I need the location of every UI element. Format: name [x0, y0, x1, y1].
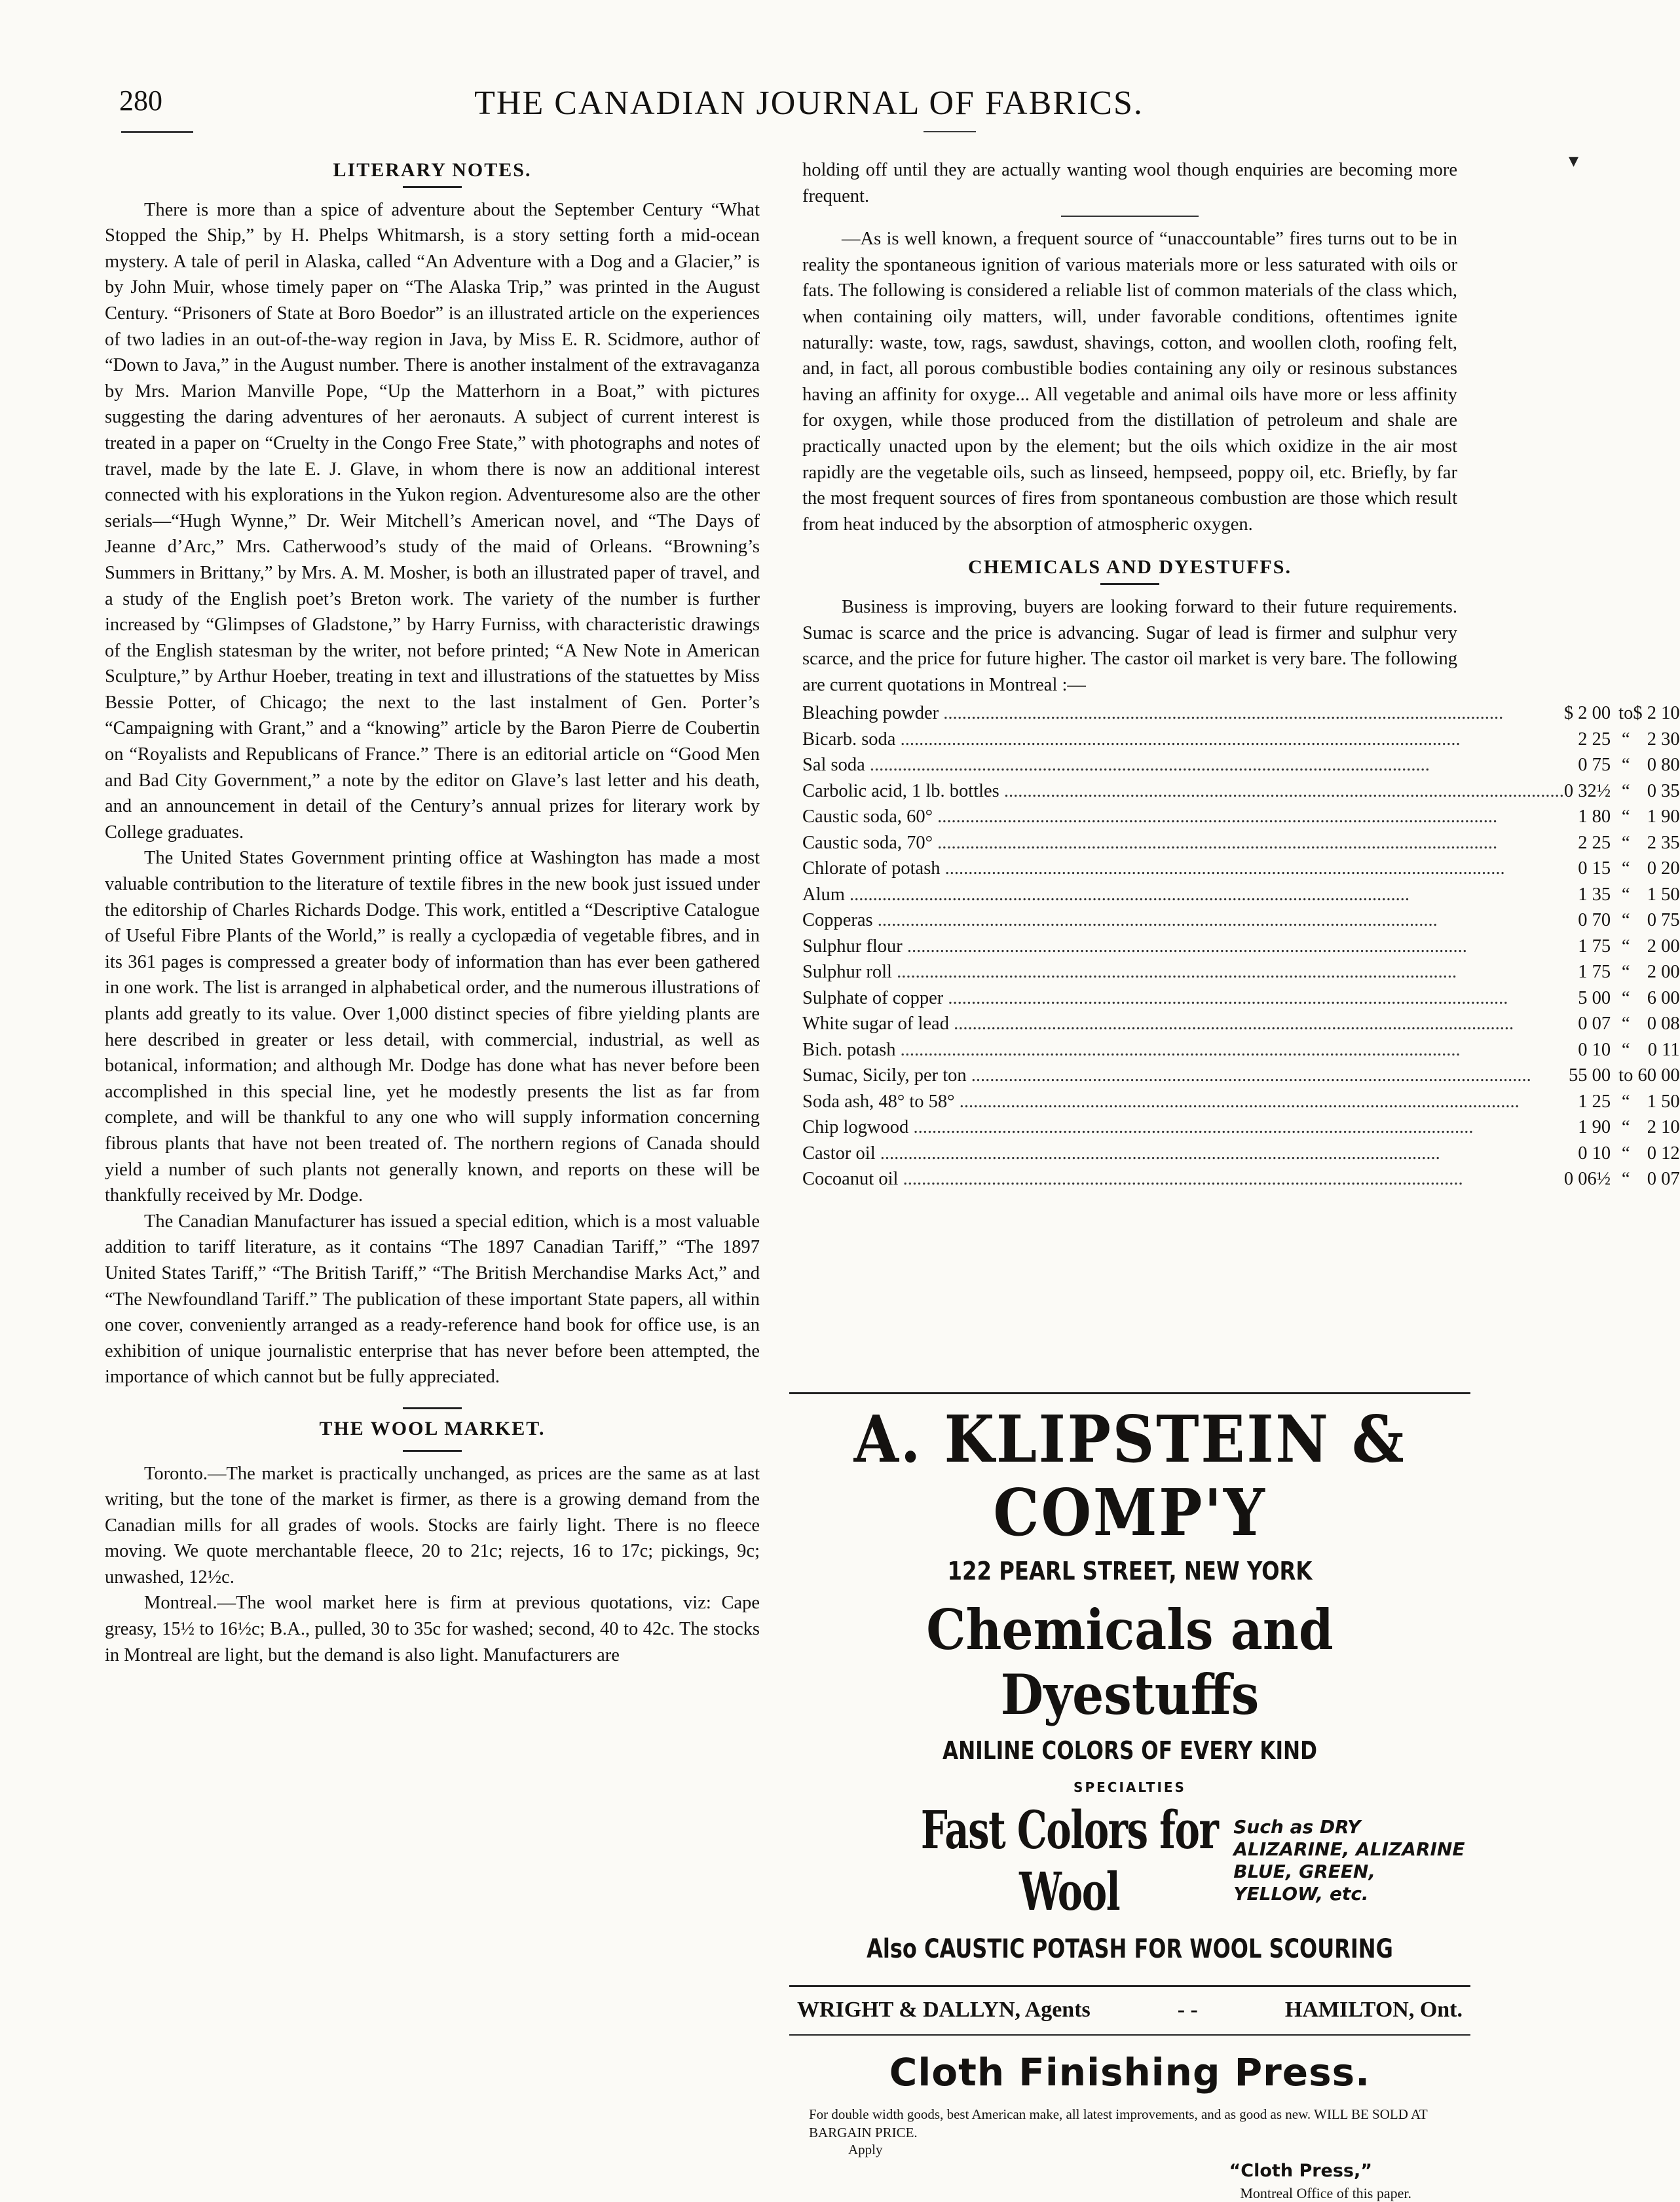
quote-high: [1633, 1166, 1679, 1192]
leader-dots: ........................................................................................................................: [954, 1091, 1520, 1112]
quote-row: [802, 1114, 1680, 1141]
quote-item-text: Chip logwood: [802, 1117, 909, 1138]
quote-item: [802, 1114, 1564, 1141]
literary-notes-title: LITERARY NOTES.: [333, 159, 532, 181]
quote-item-text: Alum: [802, 884, 845, 905]
quote-separator: [1618, 1063, 1633, 1089]
literary-paragraph: There is more than a spice of adventure about the September Century “What Stopped the Ship,” by H. Phelps Whitmarsh, is a story setting forth a mid-ocean mystery. A tale of peril in Alaska, called “An Adventure with a Dog and a Glacier,” is by John Muir, whose timely paper on “The Alaska Trip,” was printed in the August Century. “Prisoners of State at Boro Boedor” is an illustrated article on the experiences of two ladies in an out-of-the-way region in Java, by Miss E. R. Scidmore, author of “Down to Java,” in the August number. There is another instalment of the extravaganza by Mrs. Marion Manville Pope, “Up the Matterhorn in a Boat,” with pictures suggesting the daring adventures of her aeronauts. A subject of current interest is treated in a paper on “Cruelty in the Congo Free State,” with photographs and notes of travel, made by the late E. J. Glave, in whom there is now an additional interest connected with his explorations in the Yukon region. Adventuresome also are the other serials—“Hugh Wynne,” Dr. Weir Mitchell’s American novel, and “The Days of Jeanne d’Arc,” Mrs. Catherwood’s study of the maid of Orleans. “Browning’s Summers in Brittany,” by Mrs. A. M. Mosher, is both an illustrated paper of travel, and a study of the English poet’s Breton work. The variety of the number is further increased by “Glimpses of Gladstone,” by Harry Furniss, with characteristic drawings of the English statesman by the writer, not before printed; “A New Note in American Sculpture,” by Arthur Hoeber, treating in text and illustrations of the statuettes by Miss Bessie Potter, of Chicago; the next to the last instalment of Gen. Porter’s “Campaigning with Grant,” and a “knowing” article by the Baron Pierre de Coubertin on “Royalists and Republicans of France.” There is an editorial article on “Good Men and Bad City Government,” a note by the editor on Glave’s last letter and his death, and an announcement in detail of the Century’s annual prizes for literary work by College graduates.: [105, 199, 760, 843]
quote-low-text: 0 07: [1578, 1014, 1611, 1035]
quote-separator: [1618, 934, 1633, 960]
quote-row: [802, 985, 1680, 1012]
quote-low: [1564, 804, 1618, 830]
section-rule: [1061, 216, 1199, 217]
quote-row: [802, 856, 1680, 882]
quote-row: [802, 1011, 1680, 1037]
quote-low-text: 1 90: [1578, 1117, 1611, 1138]
quote-low: [1564, 1089, 1618, 1115]
quote-separator: [1618, 1141, 1633, 1167]
leader-dots: ........................................................................................................................: [933, 807, 1498, 827]
quote-low-text: 0 32½: [1563, 780, 1611, 801]
quote-row: [802, 1089, 1680, 1115]
right-column: [802, 157, 1680, 1192]
quote-item-text: Caustic soda, 60°: [802, 807, 933, 827]
quote-item: [802, 985, 1564, 1012]
leader-dots: ........................................................................................................................: [948, 1014, 1514, 1035]
ad-caustic-line: Also CAUSTIC POTASH FOR WOOL SCOURING: [867, 1934, 1393, 1964]
quote-low-text: 1 25: [1578, 1091, 1611, 1112]
quote-high-text: 0 08: [1647, 1014, 1680, 1035]
chemicals-heading: [802, 554, 1457, 585]
quote-low-text: 1 35: [1578, 884, 1611, 905]
quote-row: [802, 1141, 1680, 1167]
press-ad-signature: “Cloth Press,”: [1229, 2161, 1372, 2181]
quote-high-text: 2 35: [1647, 832, 1680, 853]
ad-rule: [789, 1392, 1470, 1394]
leader-dots: ........................................................................................................................: [895, 1039, 1461, 1060]
leader-dots: ........................................................................................................................: [908, 1117, 1474, 1138]
page-number: 280: [119, 85, 162, 117]
page-header: [105, 84, 1513, 123]
quote-high: [1633, 830, 1679, 856]
quote-separator: [1618, 1114, 1633, 1141]
press-ad-title: Cloth Finishing Press.: [889, 2050, 1371, 2095]
quote-row: [802, 882, 1680, 908]
quote-low-text: 2 25: [1578, 729, 1611, 750]
quote-separator-text: “: [1621, 858, 1630, 879]
quote-item: [802, 959, 1564, 985]
klipstein-advertisement: [789, 1392, 1470, 2202]
quote-item-text: Sal soda: [802, 755, 865, 776]
ad-such-as: Such as DRY ALIZARINE, ALIZARINE BLUE, GREEN, YELLOW, etc.: [1233, 1816, 1465, 1905]
quote-item: [802, 856, 1564, 882]
quote-item: [802, 1037, 1564, 1063]
quote-item: [802, 700, 1564, 727]
quote-high-text: 1 50: [1647, 1091, 1680, 1112]
quote-item-text: Soda ash, 48° to 58°: [802, 1091, 955, 1112]
quote-high-text: 2 00: [1647, 962, 1680, 983]
quote-row: [802, 907, 1680, 934]
wool-continuation: holding off until they are actually wanting wool though enquiries are becoming more frequent.: [802, 160, 1457, 206]
ad-product-line: Chemicals and Dyestuffs: [926, 1597, 1334, 1727]
quote-item-text: Bicarb. soda: [802, 729, 896, 750]
quote-separator: [1618, 804, 1633, 830]
quote-item: [802, 907, 1564, 934]
ad-specialties-label: SPECIALTIES: [1073, 1779, 1186, 1795]
quote-item: [802, 882, 1564, 908]
ad-firm-name: A. KLIPSTEIN & COMP'Y: [853, 1402, 1406, 1551]
leader-dots: ........................................................................................................................: [891, 962, 1457, 983]
quote-item: [802, 1089, 1564, 1115]
quote-item-text: Sulphur roll: [802, 962, 892, 983]
quote-separator: [1618, 778, 1633, 805]
leader-dots: ........................................................................................................................: [940, 858, 1505, 879]
quote-item: [802, 1141, 1564, 1167]
quote-low: [1564, 985, 1618, 1012]
quote-high-text: 2 00: [1647, 936, 1680, 957]
quote-separator: [1618, 727, 1633, 753]
ad-city: HAMILTON, Ont.: [1284, 1998, 1463, 2022]
quote-low: [1564, 934, 1618, 960]
quote-separator: [1618, 882, 1633, 908]
quote-high: [1633, 1114, 1679, 1141]
quote-high-text: $ 2 10: [1633, 703, 1680, 724]
leader-dots: ........................................................................................................................: [966, 1065, 1531, 1086]
quote-high-text: 0 07: [1647, 1169, 1680, 1190]
quote-high-text: 0 80: [1647, 755, 1680, 776]
quote-row: [802, 804, 1680, 830]
quote-row: [802, 727, 1680, 753]
leader-dots: ........................................................................................................................: [844, 884, 1410, 905]
quote-high-text: 60 00: [1637, 1065, 1680, 1086]
quote-separator: [1618, 1166, 1633, 1192]
ad-address: 122 PEARL STREET, NEW YORK: [947, 1557, 1313, 1585]
quote-high: [1633, 804, 1679, 830]
quote-low: [1564, 1141, 1618, 1167]
quote-separator-text: “: [1621, 936, 1630, 957]
quote-high: [1633, 1141, 1679, 1167]
quote-high: [1633, 1037, 1679, 1063]
quote-separator-text: “: [1621, 1039, 1630, 1060]
quote-item: [802, 1011, 1564, 1037]
leader-dots: ........................................................................................................................: [898, 1169, 1463, 1190]
quote-low-text: 0 10: [1578, 1143, 1611, 1164]
wool-paragraph: Toronto.—The market is practically unchanged, as prices are the same as at last writing, but the tone of the market is firmer, as there is a growing demand from the Canadian mills for all grades of wools. Stocks are fairly light. There is no fleece moving. We quote merchantable fleece, 20 to 21c; rejects, 16 to 17c; pickings, 9c; unwashed, 12½c.: [105, 1463, 760, 1587]
leader-dots: ........................................................................................................................: [875, 1143, 1440, 1164]
leader-dots: ........................................................................................................................: [872, 910, 1438, 931]
quote-item-text: Chlorate of potash: [802, 858, 941, 879]
ad-aniline-line: ANILINE COLORS OF EVERY KIND: [942, 1736, 1318, 1765]
heading-rule: [1100, 583, 1159, 585]
leader-dots: ........................................................................................................................: [895, 729, 1461, 750]
quote-item-text: Carbolic acid, 1 lb. bottles: [802, 780, 999, 801]
quote-high-text: 0 12: [1647, 1143, 1680, 1164]
quote-low: [1564, 1114, 1618, 1141]
press-ad-text: For double width goods, best American make, all latest improvements, and as good as new. WILL BE SOLD AT BARGAIN PRICE.: [809, 2106, 1428, 2140]
ad-agents: WRIGHT & DALLYN, Agents: [797, 1998, 1091, 2022]
quote-high-text: 0 75: [1647, 910, 1680, 931]
quote-item-text: Copperas: [802, 910, 873, 931]
quote-low-text: 0 10: [1578, 1039, 1611, 1060]
quote-low-text: $ 2 00: [1563, 703, 1611, 724]
quote-separator: [1618, 752, 1633, 778]
wool-market-title: THE WOOL MARKET.: [319, 1417, 546, 1439]
quote-separator: [1618, 959, 1633, 985]
quote-separator-text: “: [1621, 1014, 1630, 1035]
quote-separator-text: to: [1618, 703, 1633, 724]
quote-separator-text: “: [1621, 962, 1630, 983]
quote-separator-text: “: [1621, 780, 1630, 801]
quote-separator: [1618, 856, 1633, 882]
quotations-table: [802, 700, 1680, 1192]
quote-high: [1633, 856, 1679, 882]
quote-separator: [1618, 907, 1633, 934]
quote-low-text: 2 25: [1578, 832, 1611, 853]
quote-separator: [1618, 1089, 1633, 1115]
quote-high: [1633, 700, 1679, 727]
quote-row: [802, 1063, 1680, 1089]
ad-fast-colors-row: [789, 1799, 1470, 1922]
ignition-paragraph: —As is well known, a frequent source of “unaccountable” fires turns out to be in reality the spontaneous ignition of various materials more or less saturated with oils or fats. The following is considered a reliable list of common materials of the class which, when containing oily matters, will, under favorable conditions, oftentimes ignite naturally: waste, tow, rags, sawdust, shavings, cotton, and woollen cloth, roofing felt, and, in fact, all porous combustible bodies containing any oily or resinous substances having an affinity for oxyge... All vegetable and animal oils have more or less affinity for oxygen, while those produced from the distillation of petroleum and shale are practically unacted upon by the element; but the oils which oxidize in the air most rapidly are the vegetable oils, such as linseed, hempseed, poppy oil, etc. Briefly, by far the most frequent sources of fires from spontaneous combustion are those which result from heat induced by the absorption of atmospheric oxygen.: [802, 229, 1457, 535]
quote-item-text: Sumac, Sicily, per ton: [802, 1065, 967, 1086]
quote-separator-text: “: [1621, 807, 1630, 827]
quote-row: [802, 700, 1680, 727]
quote-high-text: 0 11: [1647, 1039, 1680, 1060]
quote-high: [1633, 907, 1679, 934]
quote-item: [802, 727, 1564, 753]
quote-separator-text: “: [1621, 755, 1630, 776]
quote-high: [1633, 1063, 1679, 1089]
quote-low: [1564, 959, 1618, 985]
ad-rule: [789, 1985, 1470, 1987]
quote-separator-text: “: [1621, 1117, 1630, 1138]
quote-separator: [1618, 985, 1633, 1012]
quote-separator: [1618, 1037, 1633, 1063]
chemicals-title: CHEMICALS AND DYESTUFFS.: [968, 556, 1292, 579]
journal-title: THE CANADIAN JOURNAL OF FABRICS.: [474, 85, 1144, 122]
literary-paragraph: The Canadian Manufacturer has issued a special edition, which is a most valuable addition to tariff literature, as it contains “The 1897 Canadian Tariff,” “The 1897 United States Tariff,” “The British Tariff,” “The British Merchandise Marks Act,” and “The Newfoundland Tariff.” The publication of these important State papers, all within one cover, conveniently arranged as a ready-reference hand book for office use, is an exhibition of unique journalistic enterprise that has never before been attempted, the importance of which cannot but be fully appreciated.: [105, 1211, 760, 1388]
quote-item-text: Castor oil: [802, 1143, 876, 1164]
quote-row: [802, 778, 1680, 805]
quote-row: [802, 752, 1680, 778]
quote-high-text: 1 50: [1647, 884, 1680, 905]
header-dash-right: [924, 131, 976, 132]
quote-low-text: 0 75: [1578, 755, 1611, 776]
quote-item-text: White sugar of lead: [802, 1014, 949, 1035]
ad-dash: - -: [1177, 1998, 1198, 2022]
left-column: [105, 157, 760, 1668]
quote-item: [802, 804, 1564, 830]
quote-low-text: 55 00: [1569, 1065, 1611, 1086]
heading-rule: [403, 186, 462, 188]
quote-low: [1564, 1011, 1618, 1037]
quote-item: [802, 778, 1564, 805]
leader-dots: ........................................................................................................................: [865, 755, 1430, 776]
quote-low: [1564, 907, 1618, 934]
ad-rule: [789, 2034, 1470, 2036]
leader-dots: ........................................................................................................................: [939, 703, 1504, 724]
quote-separator: [1618, 1011, 1633, 1037]
quote-high: [1633, 778, 1679, 805]
quote-item: [802, 752, 1564, 778]
quote-low: [1564, 1037, 1618, 1063]
ad-fast-colors: Fast Colors for Wool: [920, 1799, 1218, 1922]
quote-separator-text: “: [1621, 1091, 1630, 1112]
quote-item-text: Bich. potash: [802, 1039, 896, 1060]
quote-low: [1564, 830, 1618, 856]
quote-high-text: 2 10: [1647, 1117, 1680, 1138]
quote-item-text: Caustic soda, 70°: [802, 832, 933, 853]
press-ad-office: Montreal Office of this paper.: [1240, 2185, 1411, 2201]
leader-dots: ........................................................................................................................: [943, 987, 1508, 1008]
quote-row: [802, 830, 1680, 856]
quote-separator: [1618, 700, 1633, 727]
quote-low-text: 1 75: [1578, 962, 1611, 983]
quote-item: [802, 830, 1564, 856]
quote-low-text: 0 06½: [1563, 1169, 1611, 1190]
leader-dots: ........................................................................................................................: [902, 936, 1467, 957]
leader-dots: ........................................................................................................................: [999, 780, 1564, 801]
quote-high: [1633, 752, 1679, 778]
quote-low-text: 5 00: [1578, 987, 1611, 1008]
quote-high-text: 0 35: [1647, 780, 1680, 801]
quote-high: [1633, 985, 1679, 1012]
margin-mark: ▾: [1569, 150, 1579, 172]
quote-row: [802, 1037, 1680, 1063]
chemicals-intro: Business is improving, buyers are looking forward to their future requirements. Sumac is scarce and the price is advancing. Sugar of lead is firmer and sulphur very scarce, and the price for future higher. The castor oil market is very bare. The following are current quotations in Montreal :—: [802, 596, 1457, 695]
quote-separator-text: to: [1618, 1065, 1633, 1086]
quote-low-text: 1 80: [1578, 807, 1611, 827]
quote-low: [1564, 727, 1618, 753]
quote-separator-text: “: [1621, 987, 1630, 1008]
quote-item-text: Sulphate of copper: [802, 987, 944, 1008]
literary-paragraph: The United States Government printing office at Washington has made a most valuable contribution to the literature of textile fibres in the new book just issued under the editorship of Charles Richards Dodge. This work, entitled a “Descriptive Catalogue of Useful Fibre Plants of the World,” is really a cyclopædia of vegetable fibres, and in its 361 pages is compressed a greater body of information than has ever been gathered in one work. The list is arranged in alphabetical order, and the numerous illustrations of plants add greatly to its value. Over 1,000 distinct species of fibre yielding plants are here described in greater or less detail, with commercial, industrial, as well as botanical, information; and although Mr. Dodge has done what has never before been accomplished in this special line, yet he modestly presents the list as far from complete, and will be thankful to any one who will supply information concerning fibrous plants that have not been treated of. The northern regions of Canada should yield a number of such plants not generally known, and reports on these will be thankfully received by Mr. Dodge.: [105, 848, 760, 1206]
literary-notes-heading: [105, 157, 760, 188]
quote-row: [802, 1166, 1680, 1192]
quote-high-text: 6 00: [1647, 987, 1680, 1008]
quote-separator-text: “: [1621, 1143, 1630, 1164]
heading-rule: [403, 1407, 462, 1409]
quote-row: [802, 959, 1680, 985]
quote-low: [1564, 752, 1618, 778]
quote-separator-text: “: [1621, 729, 1630, 750]
quote-low-text: 1 75: [1578, 936, 1611, 957]
quote-high-text: 0 20: [1647, 858, 1680, 879]
leader-dots: ........................................................................................................................: [933, 832, 1498, 853]
quote-item: [802, 1166, 1564, 1192]
quote-low: [1564, 1166, 1618, 1192]
press-ad-apply: Apply: [848, 2142, 883, 2157]
header-dash-left: [121, 131, 193, 133]
quote-high: [1633, 959, 1679, 985]
quote-low: [1564, 1063, 1618, 1089]
quote-high: [1633, 882, 1679, 908]
quote-separator: [1618, 830, 1633, 856]
quote-item: [802, 934, 1564, 960]
quote-low-text: 0 70: [1578, 910, 1611, 931]
quote-separator-text: “: [1621, 884, 1630, 905]
quote-high: [1633, 1089, 1679, 1115]
quote-low: [1564, 700, 1618, 727]
ad-agents-row: [789, 1998, 1470, 2022]
quote-high: [1633, 934, 1679, 960]
quote-high-text: 1 90: [1647, 807, 1680, 827]
quote-row: [802, 934, 1680, 960]
quote-high: [1633, 727, 1679, 753]
wool-paragraph: Montreal.—The wool market here is firm at previous quotations, viz: Cape greasy, 15½ to 16½c; B.A., pulled, 30 to 35c for washed; second, 40 to 42c. The stocks in Montreal are light, but the demand is also light. Manufacturers are: [105, 1593, 760, 1665]
quote-high-text: 2 30: [1647, 729, 1680, 750]
heading-rule: [403, 1450, 462, 1452]
quote-low: [1564, 778, 1618, 805]
quote-low: [1564, 856, 1618, 882]
quote-item-text: Bleaching powder: [802, 703, 939, 724]
quote-item: [802, 1063, 1564, 1089]
quote-separator-text: “: [1621, 1169, 1630, 1190]
quote-low-text: 0 15: [1578, 858, 1611, 879]
quote-high: [1633, 1011, 1679, 1037]
quote-low: [1564, 882, 1618, 908]
quote-item-text: Cocoanut oil: [802, 1169, 899, 1190]
quote-separator-text: “: [1621, 832, 1630, 853]
quote-separator-text: “: [1621, 910, 1630, 931]
quote-item-text: Sulphur flour: [802, 936, 903, 957]
wool-market-heading: [105, 1407, 760, 1452]
